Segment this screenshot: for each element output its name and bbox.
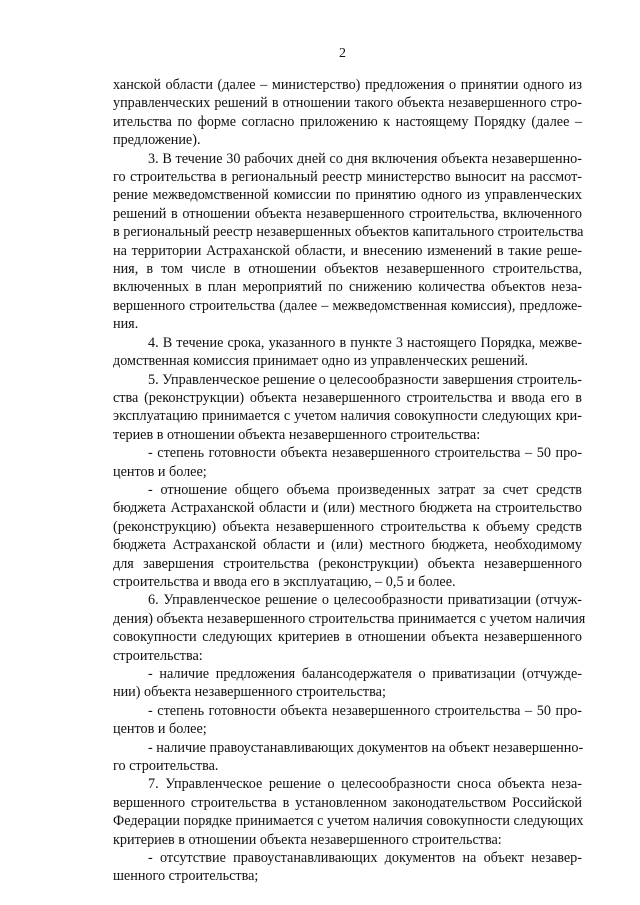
text-line: вершенного строительства (далее – межведомственная комиссия), предложе- xyxy=(113,297,582,314)
text-line: бюджета Астраханской области и (или) местного бюджета на строительство xyxy=(113,500,582,517)
text-line: 6. Управленческое решение о целесообразности приватизации (отчуж- xyxy=(148,592,582,609)
text-line: ханской области (далее – министерство) предложения о принятии одного из xyxy=(113,77,582,93)
text-line: включенных в план мероприятий по снижению количества объектов неза- xyxy=(113,279,582,296)
text-line: шенного строительства; xyxy=(113,868,259,885)
text-line: ства (реконструкции) объекта незавершенного строительства и ввода его в xyxy=(113,389,582,406)
text-line: совокупности следующих критериев в отношении объекта незавершенного xyxy=(113,629,582,646)
text-line: дения) объекта незавершенного строительства принимается с учетом наличия xyxy=(113,610,586,627)
text-line: - отсутствие правоустанавливающих документов на объект незавер- xyxy=(148,850,582,867)
text-line: предложение). xyxy=(113,132,201,149)
text-line: вершенного строительства в установленном законодательством Российской xyxy=(113,794,582,811)
text-line: 4. В течение срока, указанного в пункте 3 настоящего Порядка, межве- xyxy=(148,334,582,351)
text-line: 7. Управленческое решение о целесообразности сноса объекта неза- xyxy=(148,776,582,793)
text-line: эксплуатацию принимается с учетом наличия совокупности следующих кри- xyxy=(113,408,582,425)
text-line: ительства по форме согласно приложению к настоящему Порядку (далее – xyxy=(113,113,582,130)
text-line: критериев в отношении объекта незавершенного строительства: xyxy=(113,831,502,848)
text-line: ния, в том числе в отношении объектов незавершенного строительства, xyxy=(113,261,582,278)
text-line: 3. В течение 30 рабочих дней со дня включения объекта незавершенно- xyxy=(148,150,582,167)
text-line: Федерации порядке принимается с учетом наличия совокупности следующих xyxy=(113,813,584,830)
text-line: го строительства. xyxy=(113,758,219,775)
text-line: го строительства в региональный реестр министерство выносит на рассмот- xyxy=(113,169,582,186)
text-line: на территории Астраханской области, и внесению изменений в такие реше- xyxy=(113,242,582,259)
text-line: строительства и ввода его в эксплуатацию, – 0,5 и более. xyxy=(113,573,456,590)
text-line: строительства: xyxy=(113,647,203,664)
text-line: рение межведомственной комиссии по принятию одного из управленческих xyxy=(113,187,582,204)
page-number: 2 xyxy=(339,46,346,61)
text-line: - отношение общего объема произведенных затрат за счет средств xyxy=(148,481,582,498)
text-line: центов и более; xyxy=(113,463,207,480)
text-line: - наличие правоустанавливающих документов на объект незавершенно- xyxy=(148,739,584,756)
text-line: нии) объекта незавершенного строительства; xyxy=(113,684,386,701)
text-line: териев в отношении объекта незавершенного строительства: xyxy=(113,426,481,443)
text-line: - степень готовности объекта незавершенного строительства – 50 про- xyxy=(148,445,582,462)
text-line: домственная комиссия принимает одно из управленческих решений. xyxy=(113,353,529,370)
text-line: бюджета Астраханской области и (или) местного бюджета, необходимому xyxy=(113,537,582,554)
text-line: - степень готовности объекта незавершенного строительства – 50 про- xyxy=(148,702,582,719)
text-line: 5. Управленческое решение о целесообразности завершения строитель- xyxy=(148,371,582,388)
text-line: решений в отношении объекта незавершенного строительства, включенного xyxy=(113,205,582,222)
text-line: в региональный реестр незавершенных объектов капитального строительства xyxy=(113,224,584,241)
text-line: (реконструкцию) объекта незавершенного строительства к объему средств xyxy=(113,518,582,535)
text-line: для завершения строительства (реконструкции) объекта незавершенного xyxy=(113,555,582,572)
text-line: управленческих решений в отношении такого объекта незавершенного стро- xyxy=(113,95,582,112)
text-line: - наличие предложения балансодержателя о приватизации (отчужде- xyxy=(148,666,582,682)
text-line: ния. xyxy=(113,316,139,333)
text-line: центов и более; xyxy=(113,721,207,738)
document-body xyxy=(113,76,586,886)
